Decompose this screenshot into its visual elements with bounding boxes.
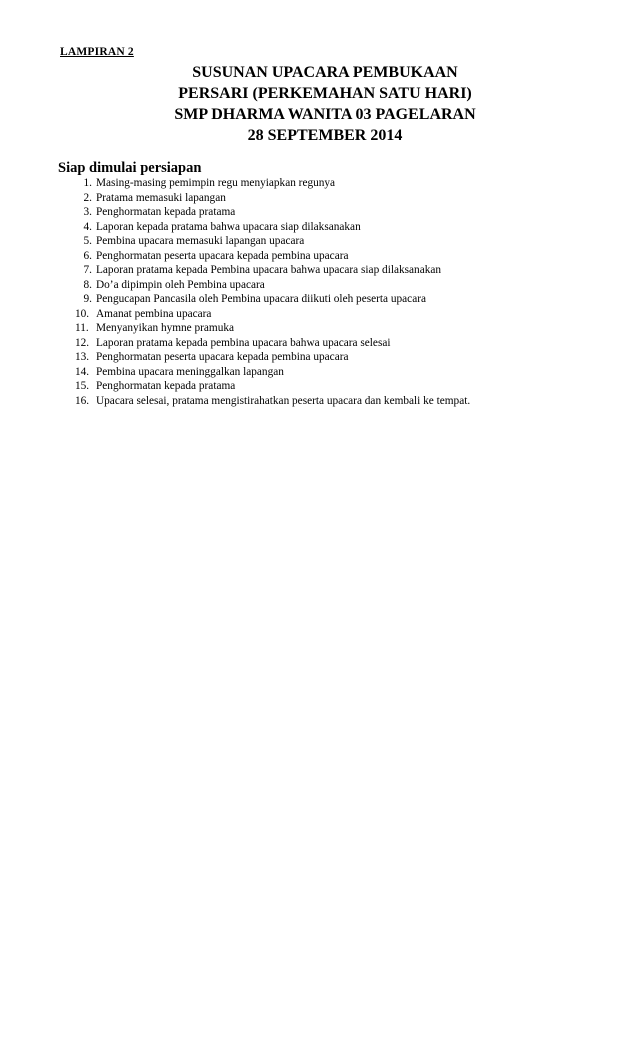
list-item	[58, 220, 470, 235]
step-number: 15.	[75, 380, 90, 392]
title-line-1: SUSUNAN UPACARA PEMBUKAAN	[192, 64, 458, 81]
attachment-label: LAMPIRAN 2	[60, 46, 134, 58]
list-item	[58, 176, 470, 191]
step-text: Do’a dipimpin oleh Pembina upacara	[96, 278, 265, 291]
ceremony-steps-list	[58, 176, 470, 408]
list-item	[58, 191, 470, 206]
step-text: Penghormatan kepada pratama	[96, 206, 236, 218]
section-heading: Siap dimulai persiapan	[58, 160, 202, 176]
step-text: Menyanyikan hymne pramuka	[96, 322, 235, 334]
title-line-2: PERSARI (PERKEMAHAN SATU HARI)	[178, 85, 472, 102]
list-item	[58, 263, 470, 278]
list-item	[58, 350, 470, 365]
step-text: Upacara selesai, pratama mengistirahatkan peserta upacara dan kembali ke tempat.	[96, 394, 471, 407]
list-item	[58, 336, 470, 351]
list-item	[58, 307, 470, 322]
step-number: 6.	[83, 249, 92, 262]
step-text: Penghormatan peserta upacara kepada pembina upacara	[96, 351, 349, 363]
title-line-4: 28 SEPTEMBER 2014	[247, 127, 403, 144]
step-number: 13.	[75, 351, 90, 363]
step-text: Pengucapan Pancasila oleh Pembina upacara diikuti oleh peserta upacara	[96, 293, 426, 305]
step-text: Penghormatan kepada pratama	[96, 380, 236, 392]
step-number: 3.	[83, 206, 92, 218]
step-text: Amanat pembina upacara	[96, 307, 212, 320]
step-text: Pratama memasuki lapangan	[96, 191, 226, 204]
list-item	[58, 292, 470, 307]
title-line-3: SMP DHARMA WANITA 03 PAGELARAN	[174, 106, 476, 123]
step-number: 10.	[75, 307, 90, 320]
list-item	[58, 321, 470, 336]
list-item	[58, 249, 470, 264]
step-text: Laporan kepada pratama bahwa upacara siap dilaksanakan	[96, 220, 361, 233]
step-text: Pembina upacara meninggalkan lapangan	[96, 365, 284, 378]
step-number: 16.	[75, 394, 90, 407]
step-number: 7.	[83, 264, 92, 276]
step-number: 9.	[83, 293, 92, 305]
step-text: Penghormatan peserta upacara kepada pembina upacara	[96, 249, 349, 262]
step-number: 8.	[83, 278, 92, 291]
step-number: 11.	[75, 322, 89, 334]
step-text: Pembina upacara memasuki lapangan upacara	[96, 235, 305, 247]
list-item	[58, 394, 470, 409]
list-item	[58, 379, 470, 394]
step-number: 12.	[75, 336, 90, 349]
list-item	[58, 205, 470, 220]
step-number: 2.	[83, 191, 92, 204]
step-number: 4.	[83, 220, 92, 233]
list-item	[58, 234, 470, 249]
step-text: Masing-masing pemimpin regu menyiapkan regunya	[96, 177, 336, 189]
step-number: 14.	[75, 365, 90, 378]
step-text: Laporan pratama kepada pembina upacara bahwa upacara selesai	[96, 336, 391, 349]
list-item	[58, 365, 470, 380]
document-title	[0, 62, 638, 146]
step-number: 1.	[83, 177, 92, 189]
step-number: 5.	[83, 235, 92, 247]
list-item	[58, 278, 470, 293]
step-text: Laporan pratama kepada Pembina upacara bahwa upacara siap dilaksanakan	[96, 264, 442, 276]
